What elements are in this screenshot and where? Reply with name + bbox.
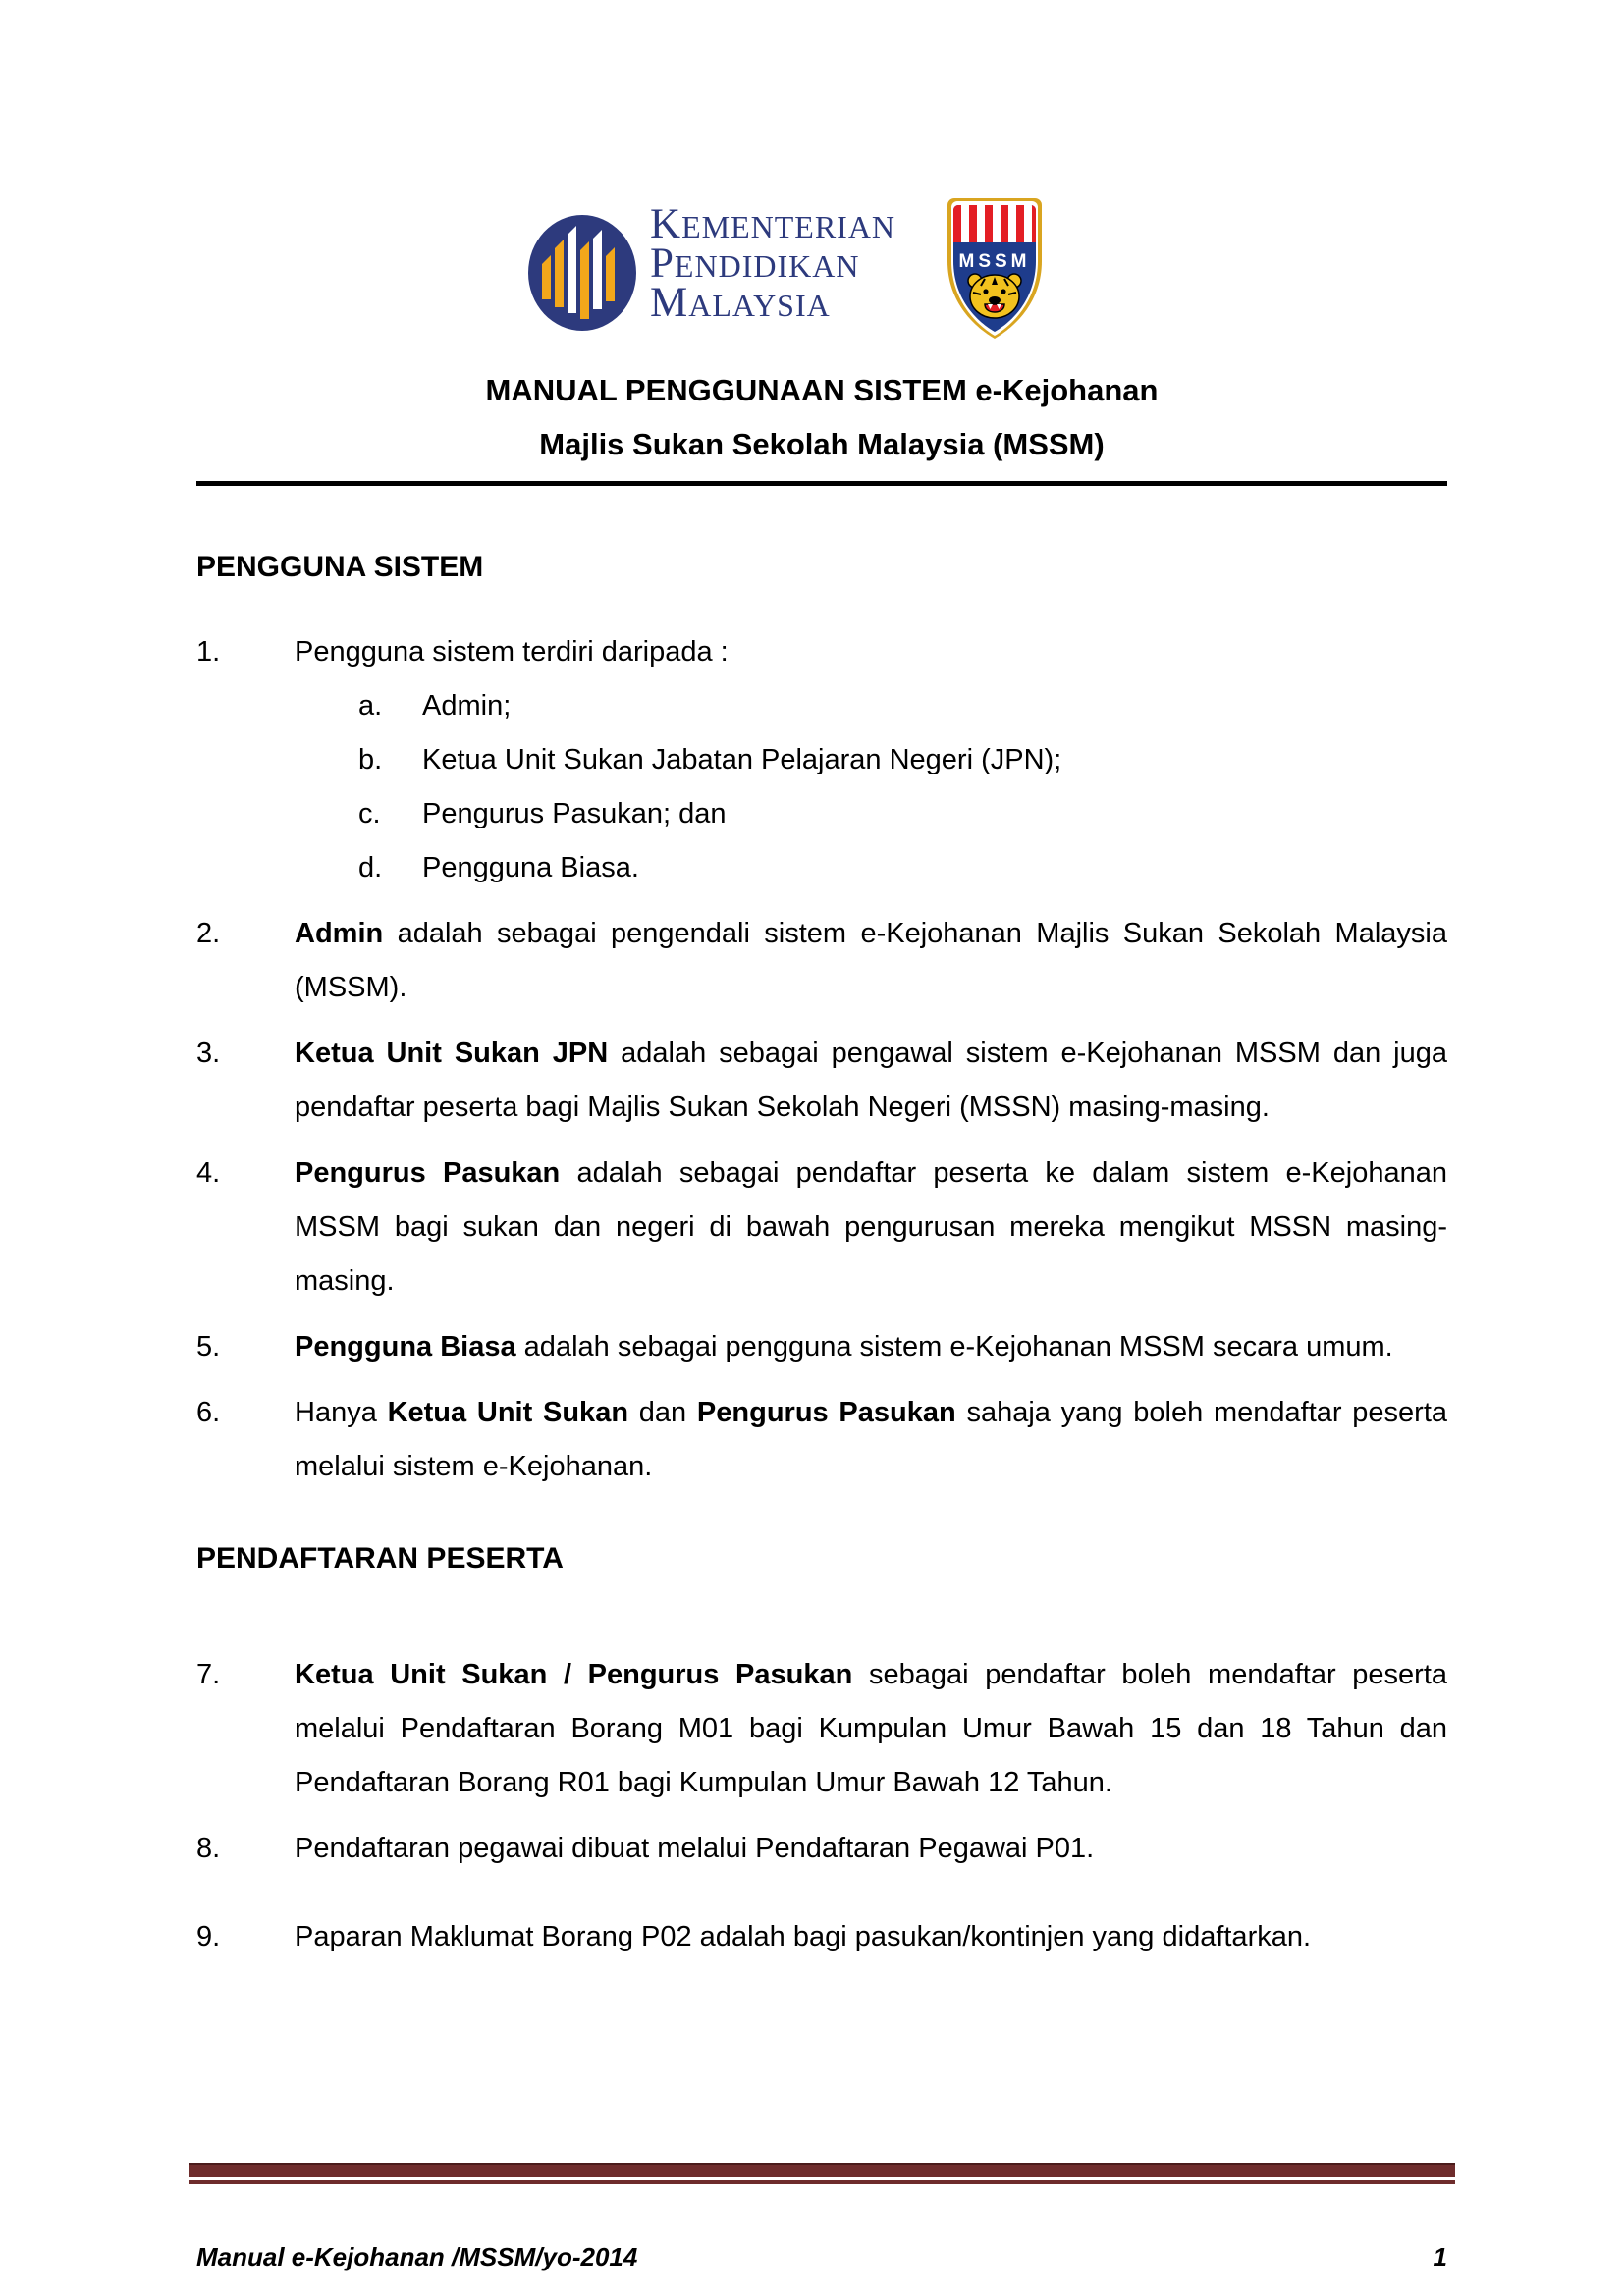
item-number: 1. <box>196 636 221 667</box>
list-item <box>196 1822 1447 1876</box>
sub-list-item <box>358 733 1447 787</box>
list-item <box>196 1320 1447 1374</box>
document-title <box>196 363 1447 471</box>
item-number: 2. <box>196 918 221 949</box>
list-item <box>196 1147 1447 1308</box>
page-footer <box>196 2242 1447 2272</box>
list-item <box>196 1910 1447 1964</box>
sub-item-text: Admin; <box>422 690 512 721</box>
item-rest-text: adalah sebagai pengguna sistem e-Kejohanan MSSM secara umum. <box>515 1331 1393 1362</box>
title-line2: Majlis Sukan Sekolah Malaysia (MSSM) <box>539 427 1105 461</box>
kpm-text-line1 <box>650 201 896 247</box>
item-number: 7. <box>196 1659 221 1690</box>
item-text <box>295 1027 1447 1135</box>
item-number: 8. <box>196 1833 221 1864</box>
item-text: Paparan Maklumat Borang P02 adalah bagi pasukan/kontinjen yang didaftarkan. <box>295 1921 1312 1952</box>
kpm-line3-rest: ALAYSIA <box>688 288 831 323</box>
kpm-line3-initial: M <box>650 280 689 326</box>
item-text <box>295 1147 1447 1308</box>
section-heading-pengguna-sistem: PENGGUNA SISTEM <box>196 551 484 583</box>
kpm-text-line2 <box>650 240 895 287</box>
sub-item-text: Ketua Unit Sukan Jabatan Pelajaran Negeri (JPN); <box>422 744 1062 775</box>
sub-item-text: Pengurus Pasukan; dan <box>422 798 727 829</box>
list-item <box>196 1027 1447 1135</box>
item-rest-text: Hanya <box>295 1397 388 1428</box>
item-text <box>295 907 1447 1015</box>
document-body <box>196 363 1447 1964</box>
item-bold-text: Ketua Unit Sukan / Pengurus Pasukan <box>295 1659 853 1690</box>
mssm-crest-label: MSSM <box>958 251 1031 272</box>
item-bold-text: Pengguna Biasa <box>295 1331 516 1362</box>
sub-item-text: Pengguna Biasa. <box>422 852 639 883</box>
kpm-logo-text <box>650 201 896 326</box>
item-rest-text: dan <box>628 1397 697 1428</box>
item-number: 5. <box>196 1331 221 1362</box>
item-rest-text: sebagai pendaftar boleh mendaftar peserta melalui Pendaftaran Borang M01 bagi Kumpulan Umur Bawah 15 dan 18 Tahun dan Pendaftaran Borang R01 bagi Kumpulan Umur Bawah 12 Tahun. <box>295 1659 1448 1798</box>
sub-item-letter: b. <box>358 744 383 775</box>
sub-list-item <box>358 787 1447 841</box>
item-text: Pendaftaran pegawai dibuat melalui Pendaftaran Pegawai P01. <box>295 1833 1095 1864</box>
list-item <box>196 907 1447 1015</box>
kpm-line2-rest: ENDIDIKAN <box>674 248 860 284</box>
sub-item-letter: d. <box>358 852 383 883</box>
item-rest-text: adalah sebagai pengendali sistem e-Kejohanan Majlis Sukan Sekolah Malaysia (MSSM). <box>295 918 1447 1003</box>
item-number: 6. <box>196 1397 221 1428</box>
footer-divider <box>189 2163 1455 2184</box>
item-bold-text: Ketua Unit Sukan <box>387 1397 629 1428</box>
item-text <box>295 1320 1447 1374</box>
kpm-logo-icon <box>528 215 636 331</box>
footer-divider-bar <box>189 2163 1455 2177</box>
sub-list-item <box>358 679 1447 733</box>
item-number: 9. <box>196 1921 221 1952</box>
list-item <box>196 625 1447 895</box>
sub-item-letter: c. <box>358 798 381 829</box>
kpm-line2-initial: P <box>650 240 675 287</box>
title-divider <box>196 481 1447 486</box>
kpm-text-line3 <box>650 280 895 326</box>
item-rest-text: adalah sebagai pengawal sistem e-Kejohanan MSSM dan juga pendaftar peserta bagi Majlis Sukan Sekolah Negeri (MSSN) masing-masing. <box>295 1038 1447 1123</box>
sub-item-letter: a. <box>358 690 383 721</box>
list-item <box>196 1648 1447 1810</box>
item-bold-text: Pengurus Pasukan <box>696 1397 956 1428</box>
item-bold-text: Admin <box>295 918 384 949</box>
kpm-line1-rest: EMENTERIAN <box>681 209 896 244</box>
list-item <box>196 1386 1447 1494</box>
sub-list-item <box>358 841 1447 895</box>
item-number: 4. <box>196 1157 221 1189</box>
item-rest-text: sahaja yang boleh mendaftar peserta melalui sistem e-Kejohanan. <box>295 1397 1448 1482</box>
item-text <box>295 1648 1447 1810</box>
item-text <box>295 1386 1447 1494</box>
footer-doc-ref: Manual e-Kejohanan /MSSM/yo-2014 <box>196 2242 638 2271</box>
item-text: Pengguna sistem terdiri daripada : <box>295 636 729 667</box>
section-heading-pendaftaran-peserta: PENDAFTARAN PESERTA <box>196 1542 564 1575</box>
footer-page-number: 1 <box>1433 2242 1447 2271</box>
mssm-crest-icon <box>946 196 1044 344</box>
item-number: 3. <box>196 1038 221 1069</box>
tiger-icon <box>968 274 1021 318</box>
kpm-line1-initial: K <box>650 201 682 247</box>
footer-divider-line <box>189 2180 1455 2184</box>
item-rest-text: adalah sebagai pendaftar peserta ke dalam sistem e-Kejohanan MSSM bagi sukan dan negeri di bawah pengurusan mereka mengikut MSSN masing-masing. <box>295 1157 1447 1297</box>
item-bold-text: Pengurus Pasukan <box>295 1157 561 1189</box>
title-line1: MANUAL PENGGUNAAN SISTEM e-Kejohanan <box>485 373 1159 407</box>
item-bold-text: Ketua Unit Sukan JPN <box>295 1038 609 1069</box>
